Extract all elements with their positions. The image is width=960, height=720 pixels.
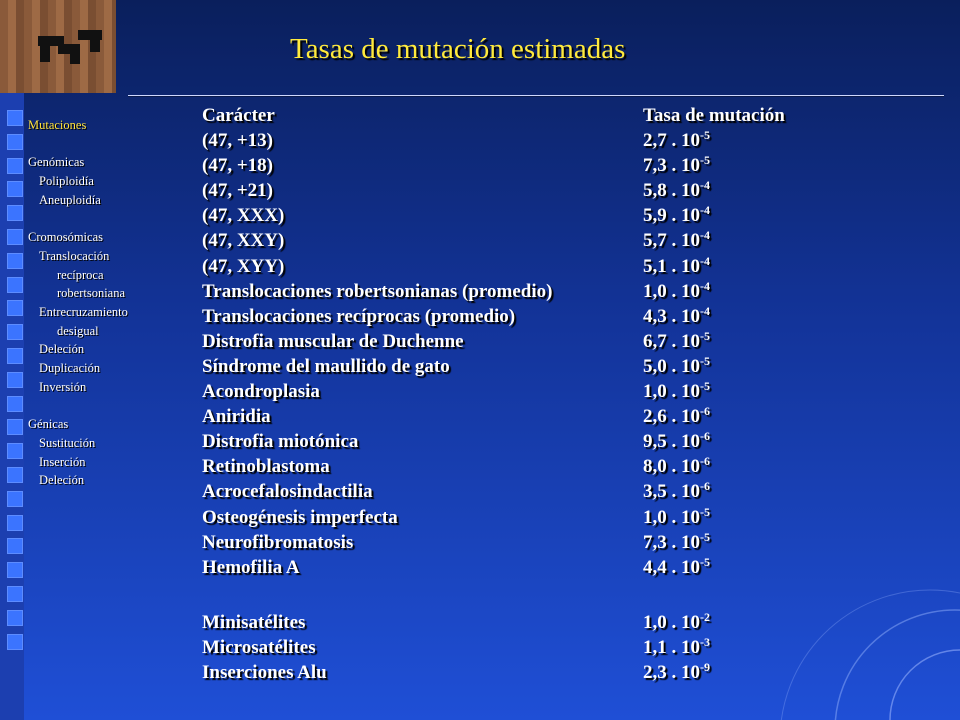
decorative-square-icon xyxy=(7,277,23,293)
cell-character: Microsatélites xyxy=(202,636,316,658)
decorative-square-icon xyxy=(7,515,23,531)
cell-character: Retinoblastoma xyxy=(202,456,330,478)
rate-mantissa: 6,7 . 10 xyxy=(643,330,700,352)
rate-mantissa: 4,3 . 10 xyxy=(643,305,700,327)
decorative-square-icon xyxy=(7,634,23,650)
table-row xyxy=(202,304,842,329)
decorative-square-icon xyxy=(7,372,23,388)
cell-character: Aniridia xyxy=(202,406,271,428)
rate-mantissa: 1,0 . 10 xyxy=(643,611,700,633)
rate-mantissa: 7,3 . 10 xyxy=(643,155,700,177)
decorative-square-icon xyxy=(7,538,23,554)
rate-mantissa: 5,1 . 10 xyxy=(643,255,700,277)
cell-rate xyxy=(643,153,710,178)
nav-item-genicas[interactable]: Génicas xyxy=(28,417,69,432)
table-row xyxy=(202,429,842,454)
rate-mantissa: 4,4 . 10 xyxy=(643,556,700,578)
cell-character: Neurofibromatosis xyxy=(202,531,354,553)
rate-mantissa: 5,7 . 10 xyxy=(643,230,700,252)
rate-exponent: -9 xyxy=(700,659,710,674)
nav-item-translocacion[interactable]: Translocación xyxy=(39,248,110,263)
table-row xyxy=(202,454,842,479)
nav-item-cromosomicas[interactable]: Cromosómicas xyxy=(28,230,103,245)
rate-exponent: -4 xyxy=(700,203,710,218)
cell-character: Minisatélites xyxy=(202,611,306,633)
decorative-square-icon xyxy=(7,253,23,269)
table-row xyxy=(202,379,842,404)
table-row xyxy=(202,228,842,253)
rate-mantissa: 9,5 . 10 xyxy=(643,431,700,453)
rate-exponent: -4 xyxy=(700,178,710,193)
rate-mantissa: 1,0 . 10 xyxy=(643,381,700,403)
decorative-square-icon xyxy=(7,348,23,364)
nav-item-delecion[interactable]: Deleción xyxy=(39,342,85,357)
rate-exponent: -3 xyxy=(700,634,710,649)
decorative-square-icon xyxy=(7,110,23,126)
decorative-square-icon xyxy=(7,181,23,197)
cell-character: Inserciones Alu xyxy=(202,661,327,683)
table-header xyxy=(202,103,842,128)
table-row xyxy=(202,279,842,304)
decorative-square-icon xyxy=(7,586,23,602)
rate-exponent: -4 xyxy=(700,253,710,268)
cell-character: Osteogénesis imperfecta xyxy=(202,506,398,528)
rate-mantissa: 7,3 . 10 xyxy=(643,531,700,553)
cell-character: Distrofia miotónica xyxy=(202,431,359,453)
nav-item-mutaciones[interactable]: Mutaciones xyxy=(28,118,87,132)
cell-rate xyxy=(643,178,710,203)
table-row xyxy=(202,404,842,429)
rate-mantissa: 2,6 . 10 xyxy=(643,406,700,428)
rate-mantissa: 8,0 . 10 xyxy=(643,456,700,478)
decorative-square-icon xyxy=(7,443,23,459)
rate-mantissa: 1,0 . 10 xyxy=(643,280,700,302)
rate-exponent: -6 xyxy=(700,454,710,469)
decorative-square-icon xyxy=(7,324,23,340)
title-divider xyxy=(128,95,944,96)
rate-exponent: -4 xyxy=(700,278,710,293)
decorative-square-icon xyxy=(7,300,23,316)
decorative-square-icon xyxy=(7,396,23,412)
rate-mantissa: 3,5 . 10 xyxy=(643,481,700,503)
rate-exponent: -6 xyxy=(700,429,710,444)
cell-rate xyxy=(643,404,710,429)
cell-rate xyxy=(643,203,710,228)
cell-rate xyxy=(643,505,710,530)
nav-item-entrecruzamiento[interactable]: Entrecruzamiento xyxy=(39,305,128,319)
decorative-square-icon xyxy=(7,610,23,626)
decorative-square-icon xyxy=(7,491,23,507)
cell-character: (47, XXY) xyxy=(202,230,285,252)
decorative-circles xyxy=(700,540,960,720)
cell-rate xyxy=(643,304,710,329)
cell-rate xyxy=(643,128,710,153)
table-row xyxy=(202,178,842,203)
left-decorative-strip xyxy=(0,0,24,720)
rate-mantissa: 1,0 . 10 xyxy=(643,506,700,528)
cell-rate xyxy=(643,429,710,454)
decorative-square-icon xyxy=(7,467,23,483)
nav-spacer xyxy=(28,210,158,229)
cell-character: (47, +18) xyxy=(202,155,273,177)
table-row xyxy=(202,203,842,228)
nav-item-sustitucion[interactable]: Sustitución xyxy=(39,435,96,450)
cell-character: Translocaciones robertsonianas (promedio) xyxy=(202,280,553,302)
table-row xyxy=(202,128,842,153)
rate-exponent: -5 xyxy=(700,328,710,343)
logo-image xyxy=(0,0,116,93)
cell-character: Acrocefalosindactilia xyxy=(202,481,373,503)
rate-exponent: -5 xyxy=(700,529,710,544)
decorative-square-icon xyxy=(7,419,23,435)
nav-item-genomicas[interactable]: Genómicas xyxy=(28,155,85,170)
sidebar-nav xyxy=(28,116,158,490)
table-row xyxy=(202,329,842,354)
cell-rate xyxy=(643,379,710,404)
decorative-square-icon xyxy=(7,158,23,174)
nav-spacer xyxy=(28,397,158,416)
rate-exponent: -5 xyxy=(700,128,710,143)
rate-exponent: -4 xyxy=(700,228,710,243)
cell-rate xyxy=(643,228,710,253)
nav-item-poliploidia[interactable]: Poliploidía xyxy=(39,174,94,189)
header-character: Carácter xyxy=(202,105,275,126)
rate-exponent: -6 xyxy=(700,404,710,419)
rate-exponent: -6 xyxy=(700,479,710,494)
nav-item-delecion[interactable]: Deleción xyxy=(39,473,85,488)
rate-exponent: -4 xyxy=(700,303,710,318)
rate-exponent: -2 xyxy=(700,609,710,624)
cell-rate xyxy=(643,479,710,504)
cell-character: Acondroplasia xyxy=(202,381,320,403)
table-row xyxy=(202,479,842,504)
rate-mantissa: 2,7 . 10 xyxy=(643,130,700,152)
nav-item-desigual[interactable]: desigual xyxy=(57,323,99,338)
rate-mantissa: 5,9 . 10 xyxy=(643,205,700,227)
header-rate: Tasa de mutación xyxy=(643,105,785,126)
cell-character: Distrofia muscular de Duchenne xyxy=(202,330,464,352)
nav-item-duplicacion[interactable]: Duplicación xyxy=(39,361,101,376)
cell-rate xyxy=(643,279,710,304)
nav-item-reciproca[interactable]: recíproca xyxy=(57,267,104,282)
nav-item-aneuploidia[interactable]: Aneuploidía xyxy=(39,192,101,207)
table-row xyxy=(202,354,842,379)
cell-character: Translocaciones recíprocas (promedio) xyxy=(202,305,516,327)
cell-rate xyxy=(643,254,710,279)
cell-character: Hemofilia A xyxy=(202,556,300,578)
rate-exponent: -5 xyxy=(700,379,710,394)
rate-exponent: -5 xyxy=(700,353,710,368)
cell-rate xyxy=(643,454,710,479)
rate-mantissa: 5,0 . 10 xyxy=(643,355,700,377)
cell-character: (47, XYY) xyxy=(202,255,285,277)
nav-item-inversion[interactable]: Inversión xyxy=(39,379,87,394)
nav-item-insercion[interactable]: Inserción xyxy=(39,454,86,469)
nav-item-robertsoniana[interactable]: robertsoniana xyxy=(57,286,126,301)
table-row xyxy=(202,254,842,279)
cell-character: (47, XXX) xyxy=(202,205,285,227)
table-row xyxy=(202,505,842,530)
rate-mantissa: 1,1 . 10 xyxy=(643,636,700,658)
rate-mantissa: 5,8 . 10 xyxy=(643,180,700,202)
cell-rate xyxy=(643,354,710,379)
decorative-square-icon xyxy=(7,562,23,578)
cell-rate xyxy=(643,329,710,354)
rate-mantissa: 2,3 . 10 xyxy=(643,661,700,683)
decorative-square-icon xyxy=(7,134,23,150)
rate-exponent: -5 xyxy=(700,153,710,168)
page-title: Tasas de mutación estimadas xyxy=(290,33,626,65)
cell-character: (47, +13) xyxy=(202,130,273,152)
cell-character: Síndrome del maullido de gato xyxy=(202,355,450,377)
cell-character: (47, +21) xyxy=(202,180,273,202)
rate-exponent: -5 xyxy=(700,504,710,519)
table-row xyxy=(202,153,842,178)
rate-exponent: -5 xyxy=(700,554,710,569)
decorative-square-icon xyxy=(7,229,23,245)
nav-spacer xyxy=(28,135,158,154)
decorative-square-icon xyxy=(7,205,23,221)
